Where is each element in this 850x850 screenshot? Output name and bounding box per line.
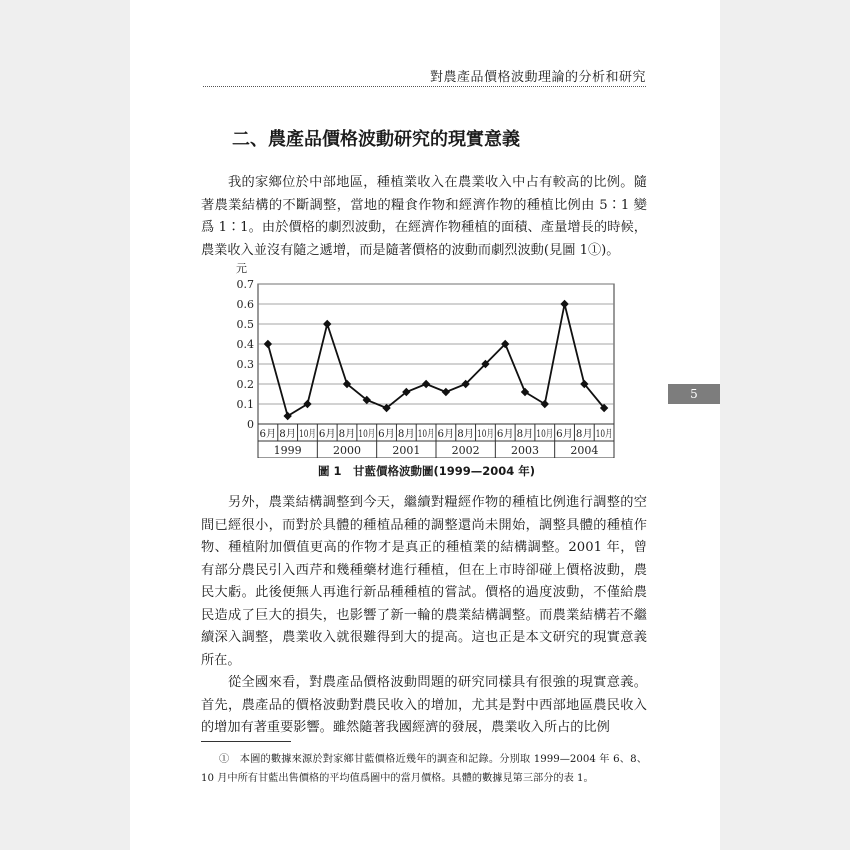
paragraph-1-text: 我的家鄉位於中部地區，種植業收入在農業收入中占有較高的比例。隨著農業結構的不斷調整，當地的糧食作物和經濟作物的種植比例由 5∶1 變爲 1∶1。由於價格的劇烈波動，在經濟作物種植的面積、產量增長的時候，農業收入並沒有隨之遞增，而是隨著價格的波動而劇烈波動(見圖 1①)。: [201, 175, 647, 258]
year-label: 1999: [273, 444, 302, 457]
y-tick-label: 0.3: [236, 358, 254, 371]
x-tick-label: 8月: [279, 429, 296, 440]
x-tick-label: 6月: [318, 429, 336, 440]
x-tick-label: 8月: [457, 429, 474, 440]
paragraph-2: [201, 492, 647, 740]
section-title: 二、農產品價格波動研究的現實意義: [232, 129, 520, 150]
y-tick-label: 0.7: [236, 278, 254, 291]
footnote: [201, 750, 647, 788]
y-tick-label: 0.2: [236, 378, 254, 391]
footnote-text: ① 本圖的數據來源於對家鄉甘藍價格近幾年的調查和記錄。分別取 1999—2004 年 6、8、10 月中所有甘藍出售價格的平均值爲圖中的當月價格。具體的數據見第三部分的表 1。: [201, 754, 647, 784]
x-tick-label: 10月: [595, 429, 618, 440]
x-tick-label: 6月: [378, 429, 395, 440]
x-tick-label: 10月: [417, 429, 441, 440]
y-tick-label: 0: [247, 418, 254, 431]
year-label: 2004: [570, 444, 599, 457]
x-tick-label: 8月: [516, 429, 533, 440]
year-label: 2001: [392, 444, 421, 457]
paragraph-2a-text: 另外，農業結構調整到今天，繼續對糧經作物的種植比例進行調整的空間已經很小，而對於具體的種植品種的調整還尚未開始，調整具體的種植作物、種植附加價值更高的作物才是真正的種植業的結構調整。2001 年，曾有部分農民引入西芹和幾種藥材進行種植，但在上市時卻碰上價格波動，農民大虧。此後便無人再進行新品種種植的嘗試。價格的過度波動，不僅給農民造成了巨大的損失，也影響了新一輪的農業結構調整。而農業結構若不繼續深入調整，農業收入就很難得到大的提高。這也正是本文研究的現實意義所在。: [201, 495, 647, 668]
header-divider: [203, 86, 646, 87]
paragraph-2b-text: 從全國來看，對農產品價格波動問題的研究同樣具有很強的現實意義。首先，農產品的價格波動對農民收入的增加，尤其是對中西部地區農民收入的增加有著重要影響。雖然隨著我國經濟的發展，農業收入所占的比例: [201, 675, 647, 735]
page-number-tab: 5: [668, 384, 720, 404]
x-tick-label: 10月: [536, 429, 560, 440]
x-tick-label: 6月: [259, 429, 276, 440]
x-tick-label: 8月: [397, 429, 415, 440]
year-label: 2000: [333, 444, 361, 457]
x-tick-label: 10月: [358, 429, 382, 440]
y-axis-label: 元: [236, 262, 247, 275]
figure-caption: 圖 1 甘藍價格波動圖(1999—2004 年): [317, 464, 536, 478]
x-tick-label: 10月: [299, 429, 322, 440]
x-tick-label: 10月: [477, 429, 500, 440]
running-header: 對農產品價格波動理論的分析和研究: [429, 70, 646, 85]
y-tick-label: 0.4: [236, 338, 254, 351]
y-tick-label: 0.1: [236, 398, 254, 411]
x-tick-label: 6月: [556, 429, 573, 440]
x-tick-label: 6月: [496, 429, 514, 440]
paragraph-1: [201, 172, 647, 262]
x-tick-label: 8月: [575, 429, 593, 440]
x-tick-label: 8月: [338, 429, 355, 440]
price-chart: [228, 258, 618, 462]
line-chart-svg: [228, 258, 618, 458]
y-tick-label: 0.5: [236, 318, 254, 331]
x-tick-label: 6月: [437, 429, 454, 440]
year-label: 2002: [451, 444, 480, 457]
plot-area: [258, 284, 614, 424]
y-tick-label: 0.6: [236, 298, 254, 311]
year-label: 2003: [511, 444, 539, 457]
footnote-divider: [201, 741, 291, 742]
